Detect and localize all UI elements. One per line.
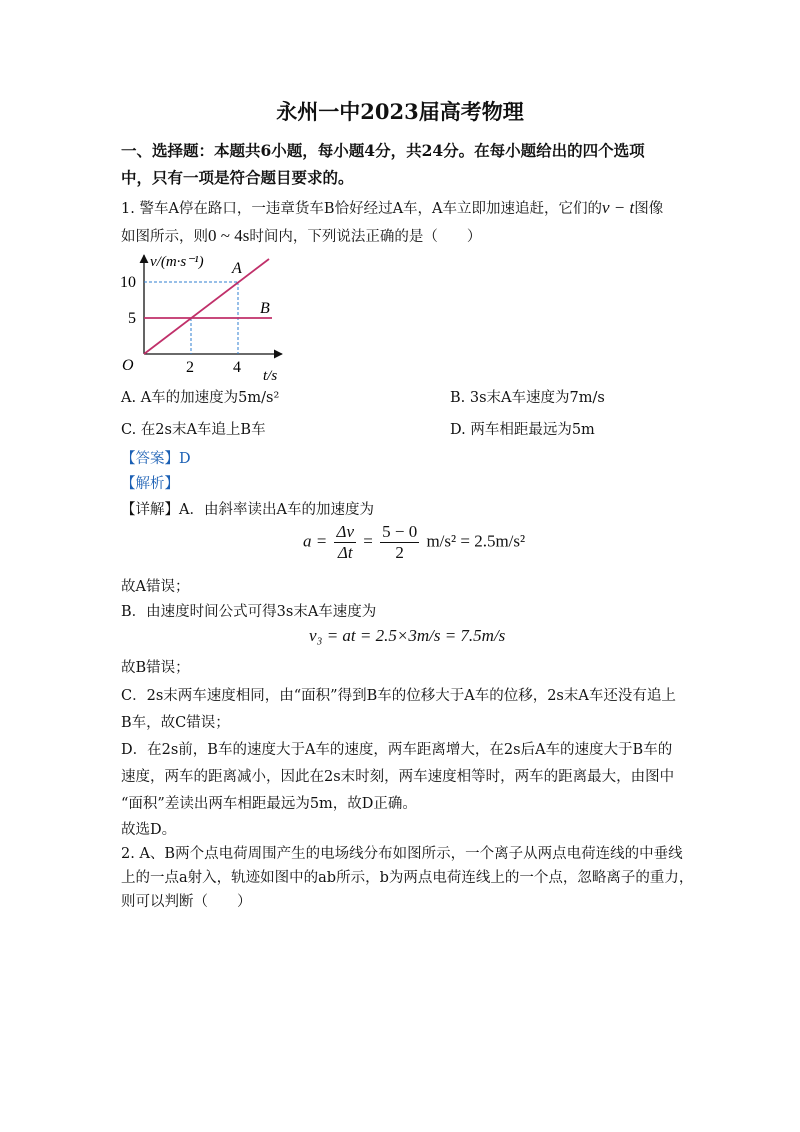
eq1-den2: 2 [395, 543, 404, 562]
analysis-label: 【解析】 [121, 476, 179, 492]
y-axis-label: v/(m·s⁻¹) [150, 254, 204, 270]
detail-line: 【详解】A．由斜率读出A车的加速度为 [121, 502, 374, 518]
eq1-rest: m/s² = 2.5m/s² [426, 531, 526, 551]
eq1-num2: 5 − 0 [382, 522, 418, 541]
c-explanation-line2: B车，故C错误； [121, 715, 230, 731]
ytick-10: 10 [120, 274, 136, 291]
q1-stem2-text-a: 如图所示，则 [121, 229, 208, 245]
q1-stem2-text-b: 时间内，下列说法正确的是（ ） [249, 229, 482, 245]
wrong-a: 故A错误； [121, 579, 190, 595]
option-d: D. 两车相距最远为5m [450, 422, 595, 438]
wrong-b: 故B错误； [121, 660, 190, 676]
eq1-den1: Δt [337, 543, 353, 562]
b-explanation: B．由速度时间公式可得3s末A车速度为 [121, 604, 377, 620]
d-explanation-line1: D．在2s前，B车的速度大于A车的速度，两车距离增大，在2s后A车的速度大于B车的 [121, 742, 673, 758]
c-explanation-line1: C．2s末两车速度相同，由“面积”得到B车的位移大于A车的位移，2s末A车还没有追上 [121, 688, 676, 704]
ytick-5: 5 [128, 310, 136, 327]
eq1-num1: Δv [336, 522, 355, 541]
q2-line2: 上的一点a射入，轨迹如图中的ab所示，b为两点电荷连线上的一个点，忽略离子的重力， [121, 870, 694, 886]
eq1-lhs: a = [303, 531, 328, 551]
label-a: A [232, 260, 242, 277]
option-a: A. A车的加速度为5m/s² [121, 390, 280, 406]
q2-line1: 2. A、B两个点电荷周围产生的电场线分布如图所示，一个离子从两点电荷连线的中垂线 [121, 846, 683, 862]
q2-line3: 则可以判断（ ） [121, 894, 252, 910]
vt-graph [110, 245, 300, 385]
label-b: B [260, 300, 270, 317]
q1-stem-text-b: 图像 [634, 201, 664, 217]
choose-line: 故选D。 [121, 822, 177, 838]
section-heading-line1: 一、选择题：本题共6小题，每小题4分，共24分。在每小题给出的四个选项 [121, 141, 645, 160]
option-b: B. 3s末A车速度为7m/s [450, 390, 605, 406]
option-c: C. 在2s末A车追上B车 [121, 422, 266, 438]
equation-velocity: v₃ = at = 2.5×3m/s = 7.5m/s [309, 626, 506, 645]
q1-stem-text-a: 1. 警车A停在路口，一违章货车B恰好经过A车，A车立即加速追赶，它们的 [121, 201, 603, 217]
q1-stem-math-vt: v − t [602, 198, 635, 217]
d-explanation-line3: “面积”差读出两车相距最远为5m，故D正确。 [121, 796, 417, 812]
q1-stem-line1 [121, 197, 663, 218]
section-heading-line2: 中，只有一项是符合题目要求的。 [121, 168, 354, 187]
d-explanation-line2: 速度，两车的距离减小，因此在2s末时刻，两车速度相等时，两车的距离最大，由图中 [121, 769, 675, 785]
eq1-equals: = [363, 531, 373, 551]
equation-acceleration [303, 522, 525, 563]
xtick-4: 4 [233, 359, 241, 376]
x-axis-label: t/s [263, 368, 278, 384]
eq1-frac2 [380, 522, 419, 563]
line-a [144, 259, 269, 354]
origin-label: O [122, 357, 134, 374]
page-title: 永州一中2023届高考物理 [276, 99, 524, 124]
answer-line: 【答案】D [121, 451, 191, 467]
q1-stem2-math: 0 ~ 4s [208, 226, 250, 245]
eq1-frac1 [334, 522, 356, 563]
q1-stem-line2 [121, 225, 481, 246]
xtick-2: 2 [186, 359, 194, 376]
